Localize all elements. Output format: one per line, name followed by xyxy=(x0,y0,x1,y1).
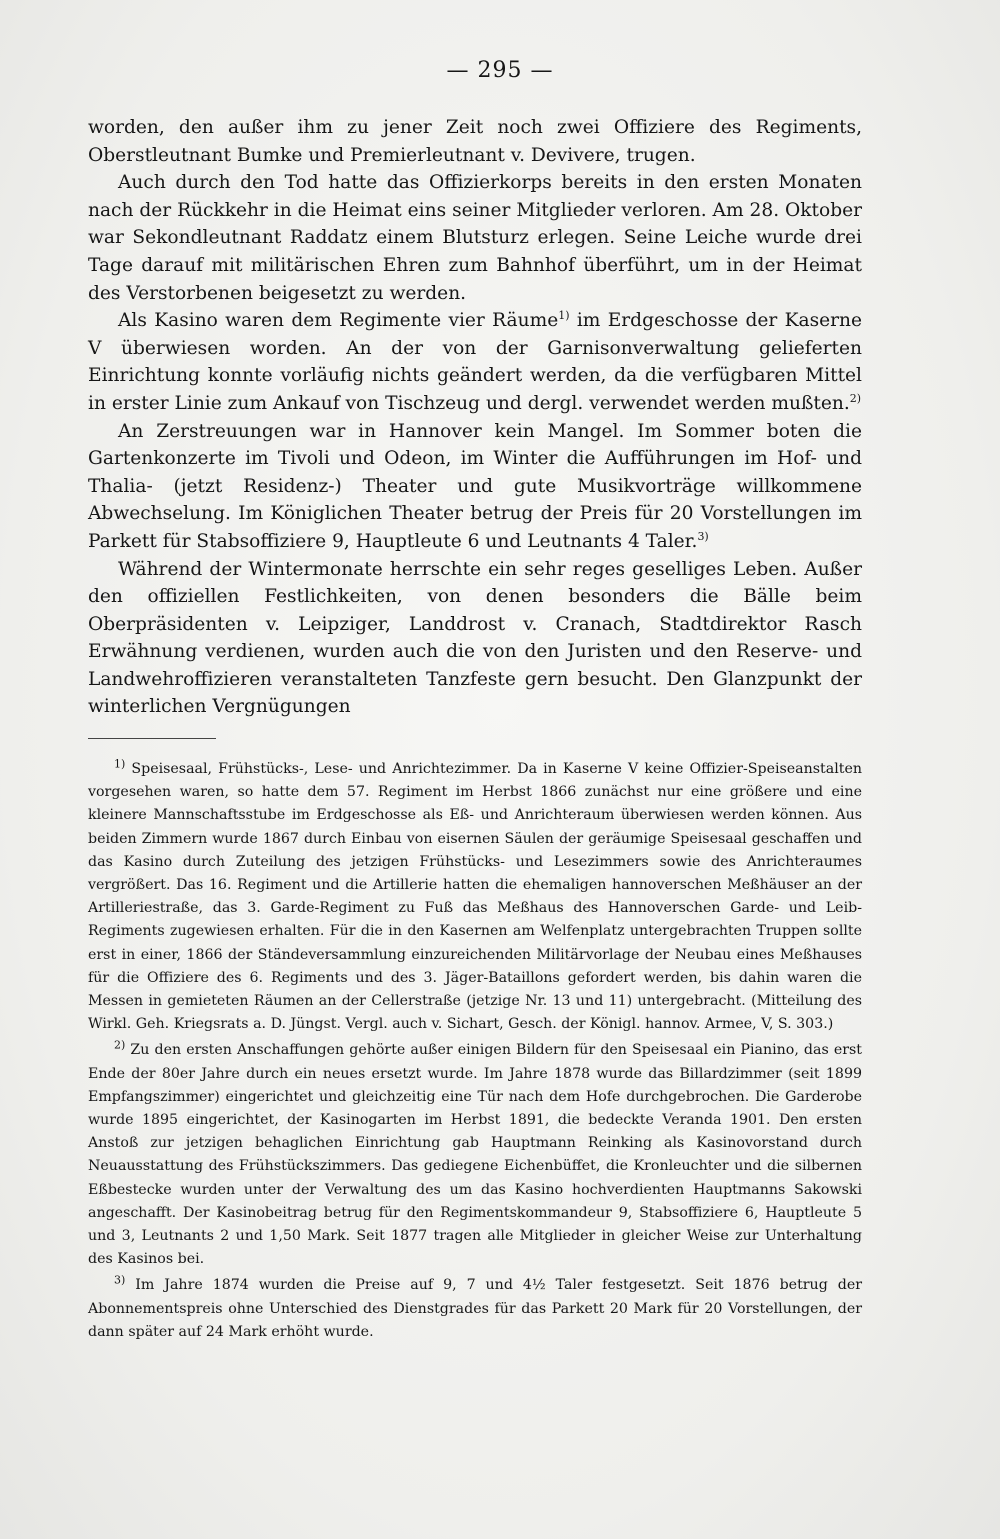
footnote-text: Im Jahre 1874 wurden die Preise auf 9, 7 und 4½ Taler festgesetzt. Seit 1876 betrug der Abonnementspreis ohne Unterschied des Dienstgrades für das Parkett 20 Mark für 20 Vorstellungen, der dann später auf 24 Mark erhöht wurde. xyxy=(88,1277,862,1340)
page-number: — 295 — xyxy=(446,58,554,83)
main-text xyxy=(88,114,862,721)
footnotes xyxy=(88,758,862,1344)
footnote-text: Speisesaal, Frühstücks-, Lese- und Anrichtezimmer. Da in Kaserne V keine Offizier-Speiseanstalten vorgesehen waren, so hatte dem 57. Regiment im Herbst 1866 zunächst nur eine größere und eine kleinere Mannschaftsstube im Erdgeschosse als Eß- und Anrichteraum überwiesen werden können. Aus beiden Zimmern wurde 1867 durch Einbau von eisernen Säulen der geräumige Speisesaal geschaffen und das Kasino durch Zuteilung des jetzigen Frühstücks- und Lesezimmers sowie des Anrichteraumes vergrößert. Das 16. Regiment und die Artillerie hatten die ehemaligen hannoverschen Meßhäuser an der Artilleriestraße, das 3. Garde-Regiment zu Fuß das Meßhaus des Hannoverschen Garde- und Leib-Regiments zugewiesen erhalten. Für die in den Kasernen am Welfenplatz untergebrachten Truppen sollte erst in einer, 1866 der Ständeversammlung einzureichenden Militärvorlage der Neubau eines Meßhauses für die Offiziere des 6. Regiments und des 3. Jäger-Bataillons gefordert werden, bis dahin waren die Messen in gemieteten Räumen an der Cellerstraße (jetzige Nr. 13 und 11) untergebracht. (Mitteilung des Wirkl. Geh. Kriegsrats a. D. Jüngst. Vergl. auch v. Sichart, Gesch. der Königl. hannov. Armee, V, S. 303.) xyxy=(88,761,862,1033)
footnote-marker: 1) xyxy=(114,757,126,771)
paragraph-text: An Zerstreuungen war in Hannover kein Mangel. Im Sommer boten die Gartenkonzerte im Tivoli und Odeon, im Winter die Aufführungen im Hof- und Thalia- (jetzt Residenz-) Theater und gute Musikvorträge willkommene Abwechselung. Im Königlichen Theater betrug der Preis für 20 Vorstellungen im Parkett für Stabsoffiziere 9, Hauptleute 6 und Leutnants 4 Taler. xyxy=(88,420,862,552)
paragraph: Während der Wintermonate herrschte ein sehr reges geselliges Leben. Außer den offiziellen Festlichkeiten, von denen besonders die Bälle beim Oberpräsidenten v. Leipziger, Landdrost v. Cranach, Stadtdirektor Rasch Erwähnung verdienen, wurden auch die von den Juristen und den Reserve- und Landwehroffizieren veranstalteten Tanzfeste gern besucht. Den Glanzpunkt der winterlichen Vergnügungen xyxy=(88,558,862,718)
paragraph-text: Als Kasino waren dem Regimente vier Räume xyxy=(118,310,559,332)
paragraph xyxy=(88,307,862,417)
paragraph: Auch durch den Tod hatte das Offizierkorps bereits in den ersten Monaten nach der Rückkehr in die Heimat eins seiner Mitglieder verloren. Am 28. Oktober war Sekondleutnant Raddatz einem Blutsturz erlegen. Seine Leiche wurde drei Tage darauf mit militärischen Ehren zum Bahnhof überführt, um in der Heimat des Verstorbenen beigesetzt zu werden. xyxy=(88,172,862,304)
footnote xyxy=(88,1274,862,1344)
footnote-marker: 3) xyxy=(114,1273,126,1287)
footnote xyxy=(88,1039,862,1271)
footnote-reference: 2) xyxy=(849,391,862,405)
footnote xyxy=(88,758,862,1036)
footnote-text: Zu den ersten Anschaffungen gehörte außer einigen Bildern für den Speisesaal ein Pianino, das erst Ende der 80er Jahre durch ein neues ersetzt wurde. Im Jahre 1878 wurde das Billardzimmer (seit 1899 Empfangszimmer) eingerichtet und gleichzeitig eine Tür nach dem Hofe durchgebrochen. Die Garderobe wurde 1895 eingerichtet, der Kasinogarten im Herbst 1891, die bedeckte Veranda 1901. Den ersten Anstoß zur jetzigen behaglichen Einrichtung gab Hauptmann Reinking als Kasinovorstand durch Neuausstattung des Frühstückszimmers. Das gediegene Eichenbüffet, die Kronleuchter und die silbernen Eßbestecke wurden unter der Verwaltung des um das Kasino hochverdienten Hauptmanns Sakowski angeschafft. Der Kasinobeitrag betrug für den Regimentskommandeur 9, Stabsoffiziere 6, Hauptleute 5 und 3, Leutnants 2 und 1,50 Mark. Seit 1877 tragen alle Mitglieder in gleicher Weise zur Unterhaltung des Kasinos bei. xyxy=(88,1042,863,1268)
paragraph-text: im Erdgeschosse der Kaserne V überwiesen worden. An der von der Garnisonverwaltung gelieferten Einrichtung konnte vorläufig nichts geändert werden, da die verfügbaren Mittel in erster Linie zum Ankauf von Tischzeug und dergl. verwendet werden mußten. xyxy=(88,310,862,414)
paragraph: worden, den außer ihm zu jener Zeit noch zwei Offiziere des Regiments, Oberstleutnant Bumke und Premierleutnant v. Devivere, trugen. xyxy=(88,117,862,166)
footnote-marker: 2) xyxy=(114,1038,126,1052)
footnote-reference: 1) xyxy=(558,308,570,322)
footnote-divider xyxy=(88,738,216,739)
paragraph xyxy=(88,418,862,556)
footnote-reference: 3) xyxy=(697,529,709,543)
